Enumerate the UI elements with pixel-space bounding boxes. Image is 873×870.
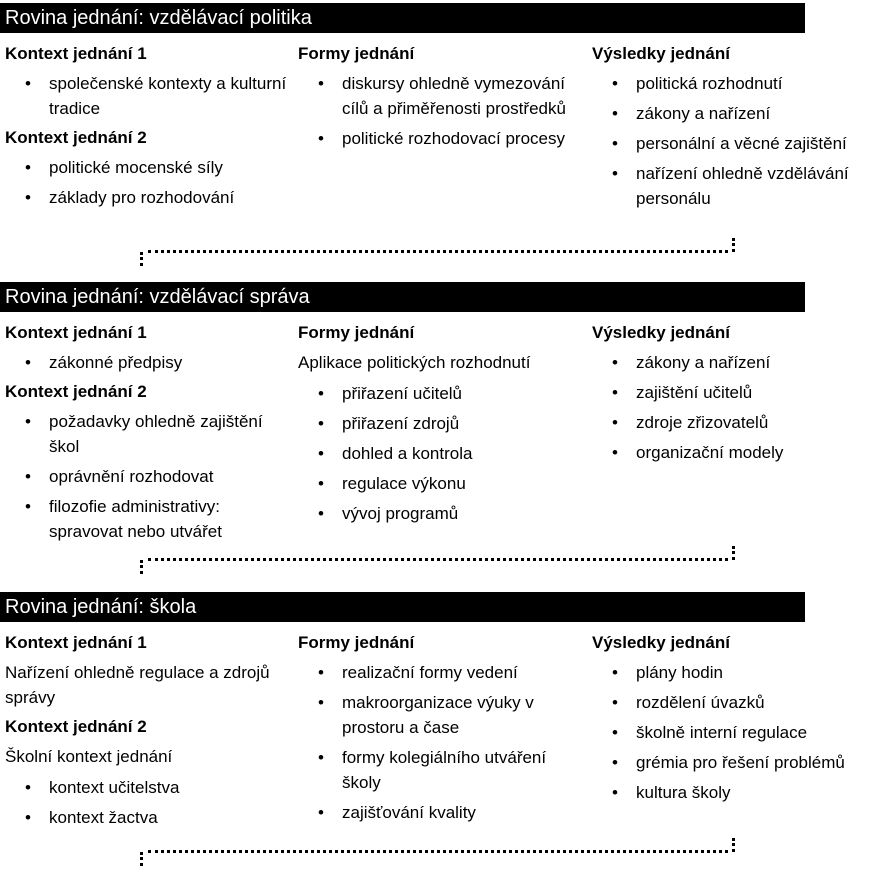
results-column: [592, 322, 862, 470]
context2-heading: Kontext jednání 2: [5, 128, 147, 147]
list-item: • kultura školy: [592, 780, 862, 805]
list-item: • zákony a nařízení: [592, 350, 862, 375]
context2-text: Školní kontext jednání: [5, 747, 173, 766]
forms-column: [298, 322, 583, 531]
dotted-connector: [140, 840, 738, 866]
list-item: • grémia pro řešení problémů: [592, 750, 862, 775]
context1-heading: Kontext jednání 1: [5, 44, 147, 63]
list-item: • personální a věcné zajištění: [592, 131, 862, 156]
list-item: • zajištění učitelů: [592, 380, 862, 405]
list-item: • makroorganizace výuky v prostoru a čase: [298, 690, 583, 740]
list-item: • nařízení ohledně vzdělávání personálu: [592, 161, 862, 211]
list-item: • vývoj programů: [298, 501, 583, 526]
results-heading: Výsledky jednání: [592, 633, 730, 652]
list-item: • politické rozhodovací procesy: [298, 126, 583, 151]
level-school: [0, 592, 845, 827]
list-item: • kontext žactva: [5, 805, 290, 830]
context2-heading: Kontext jednání 2: [5, 717, 147, 736]
results-column: [592, 632, 862, 810]
list-item: • realizační formy vedení: [298, 660, 583, 685]
level-title: Rovina jednání: vzdělávací politika: [0, 3, 805, 33]
forms-heading: Formy jednání: [298, 633, 415, 652]
list-item: • politická rozhodnutí: [592, 71, 862, 96]
list-item: • kontext učitelstva: [5, 775, 290, 800]
list-item: • základy pro rozhodování: [5, 185, 290, 210]
forms-heading: Formy jednání: [298, 44, 415, 63]
list-item: • rozdělení úvazků: [592, 690, 862, 715]
level-title: Rovina jednání: škola: [0, 592, 805, 622]
list-item: • společenské kontexty a kulturní tradice: [5, 71, 290, 121]
list-item: • oprávnění rozhodovat: [5, 464, 290, 489]
dotted-connector: [140, 240, 738, 266]
list-item: • požadavky ohledně zajištění škol: [5, 409, 290, 459]
forms-intro: Aplikace politických rozhodnutí: [298, 353, 531, 372]
level-policy: [0, 3, 849, 208]
context-column: [5, 322, 290, 549]
context1-heading: Kontext jednání 1: [5, 633, 147, 652]
results-column: [592, 43, 862, 216]
list-item: • přiřazení učitelů: [298, 381, 583, 406]
list-item: • filozofie administrativy: spravovat nebo utvářet: [5, 494, 290, 544]
forms-column: [298, 632, 583, 830]
list-item: • organizační modely: [592, 440, 862, 465]
context-column: [5, 632, 290, 835]
list-item: • zákony a nařízení: [592, 101, 862, 126]
results-heading: Výsledky jednání: [592, 323, 730, 342]
level-administration: [0, 282, 805, 541]
context-column: [5, 43, 290, 215]
list-item: • přiřazení zdrojů: [298, 411, 583, 436]
list-item: • plány hodin: [592, 660, 862, 685]
list-item: • dohled a kontrola: [298, 441, 583, 466]
context1-text: Nařízení ohledně regulace a zdrojů správy: [5, 663, 270, 707]
results-heading: Výsledky jednání: [592, 44, 730, 63]
list-item: • zákonné předpisy: [5, 350, 290, 375]
context2-heading: Kontext jednání 2: [5, 382, 147, 401]
list-item: • zdroje zřizovatelů: [592, 410, 862, 435]
level-title: Rovina jednání: vzdělávací správa: [0, 282, 805, 312]
context1-heading: Kontext jednání 1: [5, 323, 147, 342]
forms-column: [298, 43, 583, 156]
list-item: • školně interní regulace: [592, 720, 862, 745]
forms-heading: Formy jednání: [298, 323, 415, 342]
dotted-connector: [140, 548, 738, 574]
list-item: • regulace výkonu: [298, 471, 583, 496]
list-item: • zajišťování kvality: [298, 800, 583, 825]
list-item: • formy kolegiálního utváření školy: [298, 745, 583, 795]
list-item: • politické mocenské síly: [5, 155, 290, 180]
list-item: • diskursy ohledně vymezování cílů a přiměřenosti prostředků: [298, 71, 583, 121]
